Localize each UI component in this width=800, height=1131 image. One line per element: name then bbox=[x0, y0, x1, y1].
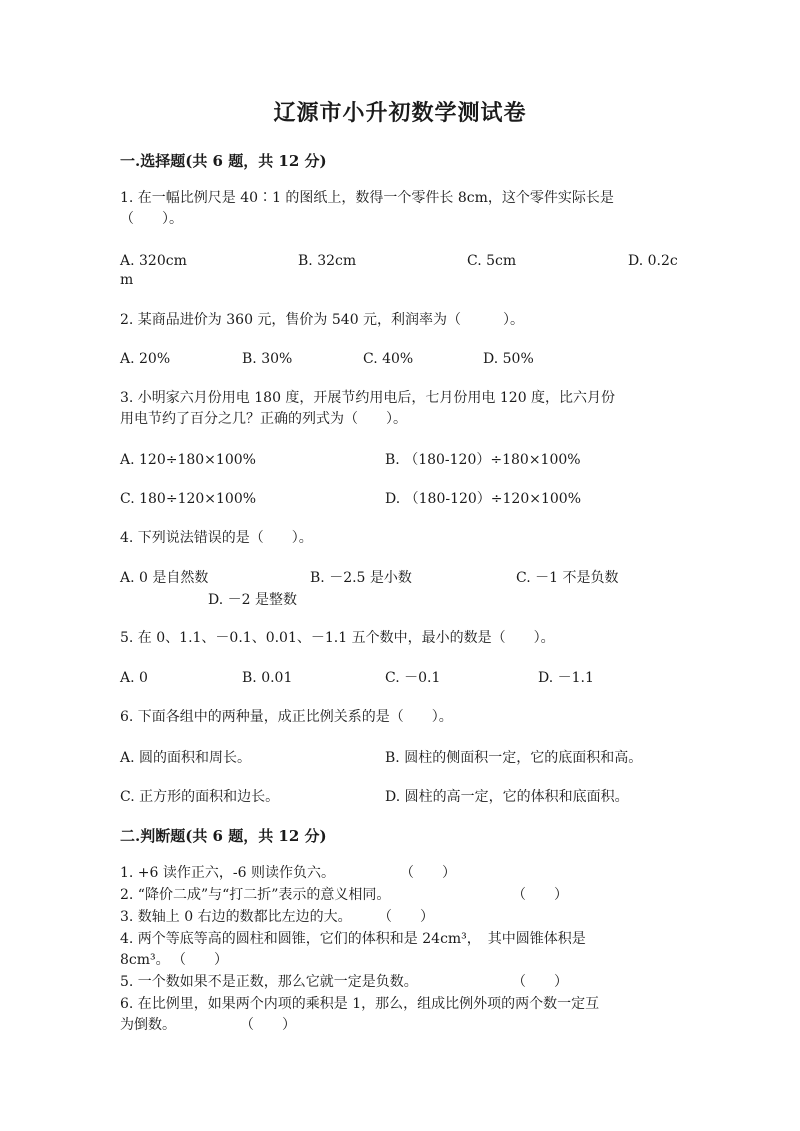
judgement-2-text: 2. “降价二成”与“打二折”表示的意义相同。 bbox=[120, 887, 391, 903]
judgement-4-text-cont: 8cm³。 bbox=[120, 952, 170, 968]
question-3-stem-cont: 用电节约了百分之几？正确的列式为（ ）。 bbox=[120, 411, 407, 427]
question-3-option-d: D. （180-120）÷120×100% bbox=[385, 491, 582, 507]
question-1-stem: 1. 在一幅比例尺是 40∶1 的图纸上，数得一个零件长 8cm，这个零件实际长是 bbox=[120, 190, 614, 206]
question-2-stem: 2. 某商品进价为 360 元，售价为 540 元，利润率为（ ）。 bbox=[120, 312, 525, 328]
question-3-option-c: C. 180÷120×100% bbox=[120, 491, 257, 507]
judgement-6-text-cont: 为倒数。 bbox=[120, 1017, 176, 1033]
judgement-3-text: 3. 数轴上 0 右边的数都比左边的大。 bbox=[120, 909, 352, 925]
question-1-option-b: B. 32cm bbox=[298, 253, 357, 269]
question-2-option-b: B. 30% bbox=[242, 351, 293, 367]
question-4-stem: 4. 下列说法错误的是（ ）。 bbox=[120, 530, 313, 546]
question-3-option-a: A. 120÷180×100% bbox=[120, 452, 256, 468]
question-5-option-b: B. 0.01 bbox=[242, 670, 293, 686]
question-4-option-c: C. －1 不是负数 bbox=[516, 570, 619, 586]
page-title: 辽源市小升初数学测试卷 bbox=[273, 100, 527, 126]
judgement-4-blank: （ ） bbox=[172, 952, 228, 968]
question-5-stem: 5. 在 0、1.1、－0.1、0.01、－1.1 五个数中，最小的数是（ ）。 bbox=[120, 630, 555, 646]
question-6-option-b: B. 圆柱的侧面积一定，它的底面积和高。 bbox=[385, 750, 643, 766]
question-5-option-a: A. 0 bbox=[120, 670, 148, 686]
section-heading-judgement: 二.判断题(共 6 题，共 12 分) bbox=[120, 827, 327, 845]
question-1-option-d-cont: m bbox=[120, 272, 134, 288]
judgement-5-blank: （ ） bbox=[512, 974, 568, 990]
judgement-3-blank: （ ） bbox=[378, 909, 434, 925]
question-6-stem: 6. 下面各组中的两种量，成正比例关系的是（ ）。 bbox=[120, 709, 453, 725]
question-2-option-a: A. 20% bbox=[120, 351, 171, 367]
question-6-option-c: C. 正方形的面积和边长。 bbox=[120, 789, 280, 805]
judgement-5-text: 5. 一个数如果不是正数，那么它就一定是负数。 bbox=[120, 974, 418, 990]
question-4-option-b: B. －2.5 是小数 bbox=[310, 570, 412, 586]
judgement-6-blank: （ ） bbox=[240, 1017, 296, 1033]
judgement-6-text: 6. 在比例里，如果两个内项的乘积是 1，那么，组成比例外项的两个数一定互 bbox=[120, 996, 600, 1012]
question-1-stem-cont: （ ）。 bbox=[120, 211, 183, 227]
question-2-option-d: D. 50% bbox=[483, 351, 534, 367]
question-1-option-c: C. 5cm bbox=[467, 253, 517, 269]
judgement-4-text: 4. 两个等底等高的圆柱和圆锥，它们的体积和是 24cm³， 其中圆锥体积是 bbox=[120, 931, 586, 947]
question-1-option-a: A. 320cm bbox=[120, 253, 187, 269]
question-4-option-d: D. －2 是整数 bbox=[208, 592, 297, 608]
question-3-stem: 3. 小明家六月份用电 180 度，开展节约用电后，七月份用电 120 度，比六月份 bbox=[120, 390, 616, 406]
judgement-2-blank: （ ） bbox=[512, 887, 568, 903]
question-5-option-d: D. －1.1 bbox=[538, 670, 594, 686]
question-6-option-a: A. 圆的面积和周长。 bbox=[120, 750, 252, 766]
question-6-option-d: D. 圆柱的高一定，它的体积和底面积。 bbox=[385, 789, 629, 805]
question-2-option-c: C. 40% bbox=[363, 351, 414, 367]
judgement-1-text: 1. +6 读作正六，-6 则读作负六。 bbox=[120, 865, 335, 881]
question-5-option-c: C. －0.1 bbox=[385, 670, 441, 686]
question-3-option-b: B. （180-120）÷180×100% bbox=[385, 452, 581, 468]
question-4-option-a: A. 0 是自然数 bbox=[120, 570, 209, 586]
question-1-option-d: D. 0.2c bbox=[628, 253, 678, 269]
judgement-1-blank: （ ） bbox=[400, 865, 456, 881]
section-heading-choice: 一.选择题(共 6 题，共 12 分) bbox=[120, 152, 327, 170]
